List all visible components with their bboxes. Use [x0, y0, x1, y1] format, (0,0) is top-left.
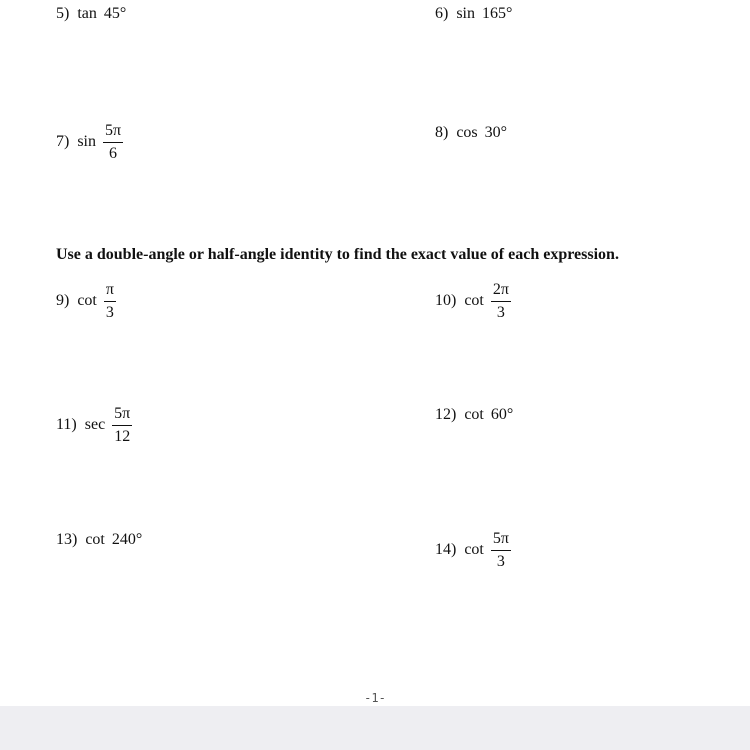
problem-9 [56, 281, 116, 321]
function-name: cos [456, 124, 478, 141]
instruction-heading: Use a double-angle or half-angle identity to find the exact value of each expression. [56, 246, 619, 263]
function-name: sec [84, 415, 106, 433]
problem-number: 5) [56, 5, 70, 22]
fraction-denominator: 3 [105, 303, 114, 321]
function-name: cot [464, 291, 484, 309]
fraction [491, 281, 511, 321]
problem-number: 8) [435, 124, 449, 141]
page-number: -1- [364, 691, 386, 705]
problem-number: 9) [56, 291, 70, 309]
problem-number: 14) [435, 540, 457, 558]
fraction [112, 405, 132, 445]
problem-7 [56, 122, 123, 162]
problem-11 [56, 405, 132, 445]
fraction-denominator: 3 [496, 552, 505, 570]
fraction-denominator: 6 [109, 144, 118, 162]
problem-5 [56, 5, 126, 23]
fraction-numerator: 5π [103, 122, 123, 143]
argument: 30° [484, 124, 508, 141]
problem-number: 10) [435, 291, 457, 309]
problem-8 [435, 124, 507, 142]
argument: 240° [111, 531, 143, 548]
problem-6 [435, 5, 512, 23]
function-name: cot [77, 291, 97, 309]
function-name: cot [464, 540, 484, 558]
fraction-numerator: π [104, 281, 116, 302]
function-name: sin [77, 132, 96, 150]
function-name: cot [85, 531, 105, 548]
fraction [104, 281, 116, 321]
fraction-denominator: 12 [114, 427, 131, 445]
fraction-numerator: 2π [491, 281, 511, 302]
problem-number: 7) [56, 132, 70, 150]
problem-12 [435, 406, 513, 424]
problem-number: 6) [435, 5, 449, 22]
problem-13 [56, 531, 142, 549]
fraction-numerator: 5π [491, 530, 511, 551]
fraction-numerator: 5π [112, 405, 132, 426]
problem-number: 11) [56, 415, 77, 433]
argument: 165° [482, 5, 513, 22]
fraction-denominator: 3 [496, 303, 505, 321]
problem-14 [435, 530, 511, 570]
argument: 45° [103, 5, 127, 22]
problem-number: 13) [56, 531, 78, 548]
problem-number: 12) [435, 406, 457, 423]
problem-10 [435, 281, 511, 321]
function-name: cot [464, 406, 484, 423]
function-name: sin [456, 5, 475, 22]
argument: 60° [490, 406, 514, 423]
fraction [103, 122, 123, 162]
fraction [491, 530, 511, 570]
function-name: tan [77, 5, 97, 22]
